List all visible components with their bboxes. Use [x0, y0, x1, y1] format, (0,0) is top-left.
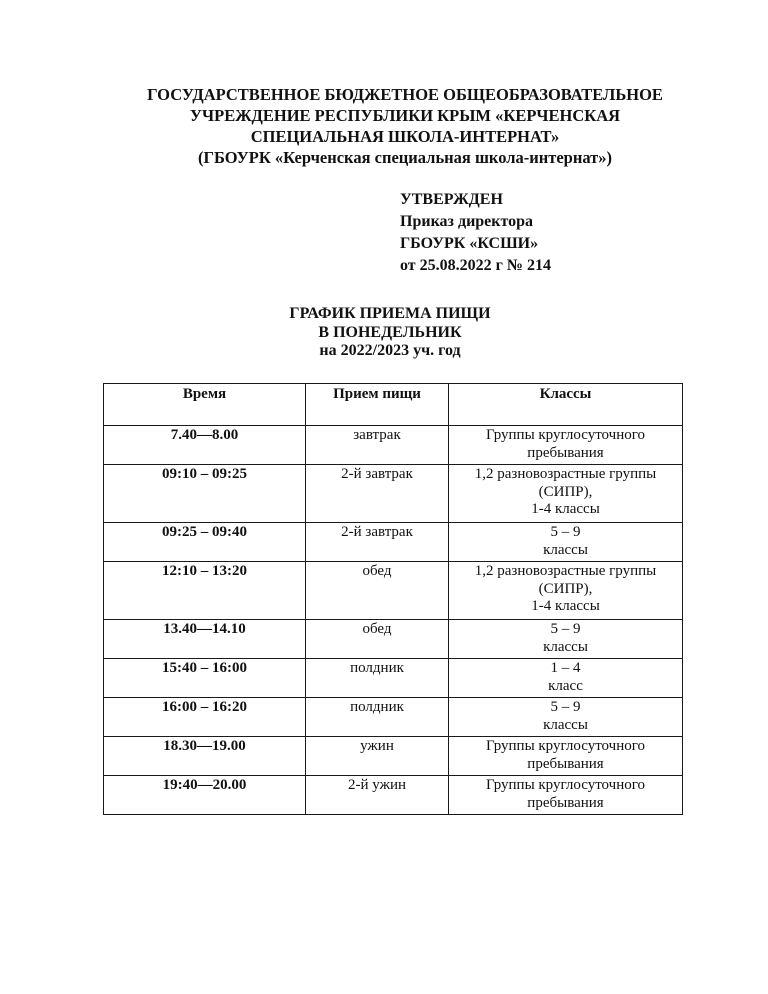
organization-header-line: СПЕЦИАЛЬНАЯ ШКОЛА-ИНТЕРНАТ»	[250, 127, 560, 146]
column-header-classes: Классы	[449, 384, 683, 426]
time-cell: 18.30—19.00	[104, 737, 306, 776]
table-row	[104, 659, 683, 698]
classes-line: Группы круглосуточного	[485, 427, 646, 443]
classes-cell	[449, 465, 683, 523]
meal-cell: завтрак	[306, 426, 449, 465]
meal-schedule-table	[103, 383, 683, 815]
meal-cell: полдник	[306, 698, 449, 737]
table-header-row	[104, 384, 683, 426]
table-row	[104, 698, 683, 737]
classes-cell	[449, 698, 683, 737]
meal-cell: 2-й завтрак	[306, 523, 449, 562]
time-cell: 12:10 – 13:20	[104, 562, 306, 620]
organization-header-line: УЧРЕЖДЕНИЕ РЕСПУБЛИКИ КРЫМ «КЕРЧЕНСКАЯ	[189, 106, 621, 125]
classes-cell	[449, 426, 683, 465]
classes-line: классы	[543, 716, 588, 733]
table-row	[104, 523, 683, 562]
column-header-meal: Прием пищи	[306, 384, 449, 426]
classes-line: пребывания	[527, 444, 604, 461]
document-title-line: ГРАФИК ПРИЕМА ПИЩИ	[289, 305, 491, 322]
approval-line: ГБОУРК «КСШИ»	[400, 235, 539, 252]
time-cell: 09:25 – 09:40	[104, 523, 306, 562]
classes-line: (СИПР),	[538, 580, 593, 597]
document-title	[180, 305, 600, 361]
classes-cell	[449, 562, 683, 620]
time-cell: 13.40—14.10	[104, 620, 306, 659]
classes-cell	[449, 737, 683, 776]
classes-cell	[449, 523, 683, 562]
table-row	[104, 620, 683, 659]
meal-cell: обед	[306, 620, 449, 659]
classes-line: классы	[543, 638, 588, 655]
meal-cell: 2-й завтрак	[306, 465, 449, 523]
document-title-line: В ПОНЕДЕЛЬНИК	[318, 323, 462, 341]
approval-block	[400, 189, 551, 277]
meal-cell: полдник	[306, 659, 449, 698]
classes-cell	[449, 620, 683, 659]
classes-line: 5 – 9	[550, 524, 581, 540]
column-header-time: Время	[104, 384, 306, 426]
classes-line: 5 – 9	[550, 699, 581, 715]
organization-header	[60, 84, 750, 168]
classes-line: 1 – 4	[550, 660, 581, 676]
time-cell: 7.40—8.00	[104, 426, 306, 465]
time-cell: 09:10 – 09:25	[104, 465, 306, 523]
classes-line: класс	[548, 677, 583, 694]
approval-line: Приказ директора	[400, 213, 534, 230]
meal-cell: ужин	[306, 737, 449, 776]
approval-line: от 25.08.2022 г № 214	[400, 257, 551, 274]
time-cell: 16:00 – 16:20	[104, 698, 306, 737]
classes-line: пребывания	[527, 755, 604, 772]
time-cell: 19:40—20.00	[104, 776, 306, 815]
classes-line: пребывания	[527, 794, 604, 811]
time-cell: 15:40 – 16:00	[104, 659, 306, 698]
meal-cell: 2-й ужин	[306, 776, 449, 815]
classes-line: классы	[543, 541, 588, 558]
table-row	[104, 737, 683, 776]
approval-line: УТВЕРЖДЕН	[400, 191, 503, 208]
classes-line: 5 – 9	[550, 621, 581, 637]
classes-cell	[449, 776, 683, 815]
meal-cell: обед	[306, 562, 449, 620]
organization-header-line: (ГБОУРК «Керченская специальная школа-интернат»)	[197, 148, 613, 167]
table-row	[104, 465, 683, 523]
document-title-line: на 2022/2023 уч. год	[319, 342, 461, 359]
classes-line: 1-4 классы	[531, 501, 600, 517]
organization-header-line: ГОСУДАРСТВЕННОЕ БЮДЖЕТНОЕ ОБЩЕОБРАЗОВАТЕЛЬНОЕ	[147, 85, 663, 104]
table-row	[104, 426, 683, 465]
classes-cell	[449, 659, 683, 698]
classes-line: (СИПР),	[538, 483, 593, 500]
classes-line: 1-4 классы	[531, 598, 600, 614]
classes-line: 1,2 разновозрастные группы	[474, 466, 657, 482]
table-row	[104, 776, 683, 815]
classes-line: Группы круглосуточного	[485, 777, 646, 793]
classes-line: Группы круглосуточного	[485, 738, 646, 754]
table-row	[104, 562, 683, 620]
classes-line: 1,2 разновозрастные группы	[474, 563, 657, 579]
